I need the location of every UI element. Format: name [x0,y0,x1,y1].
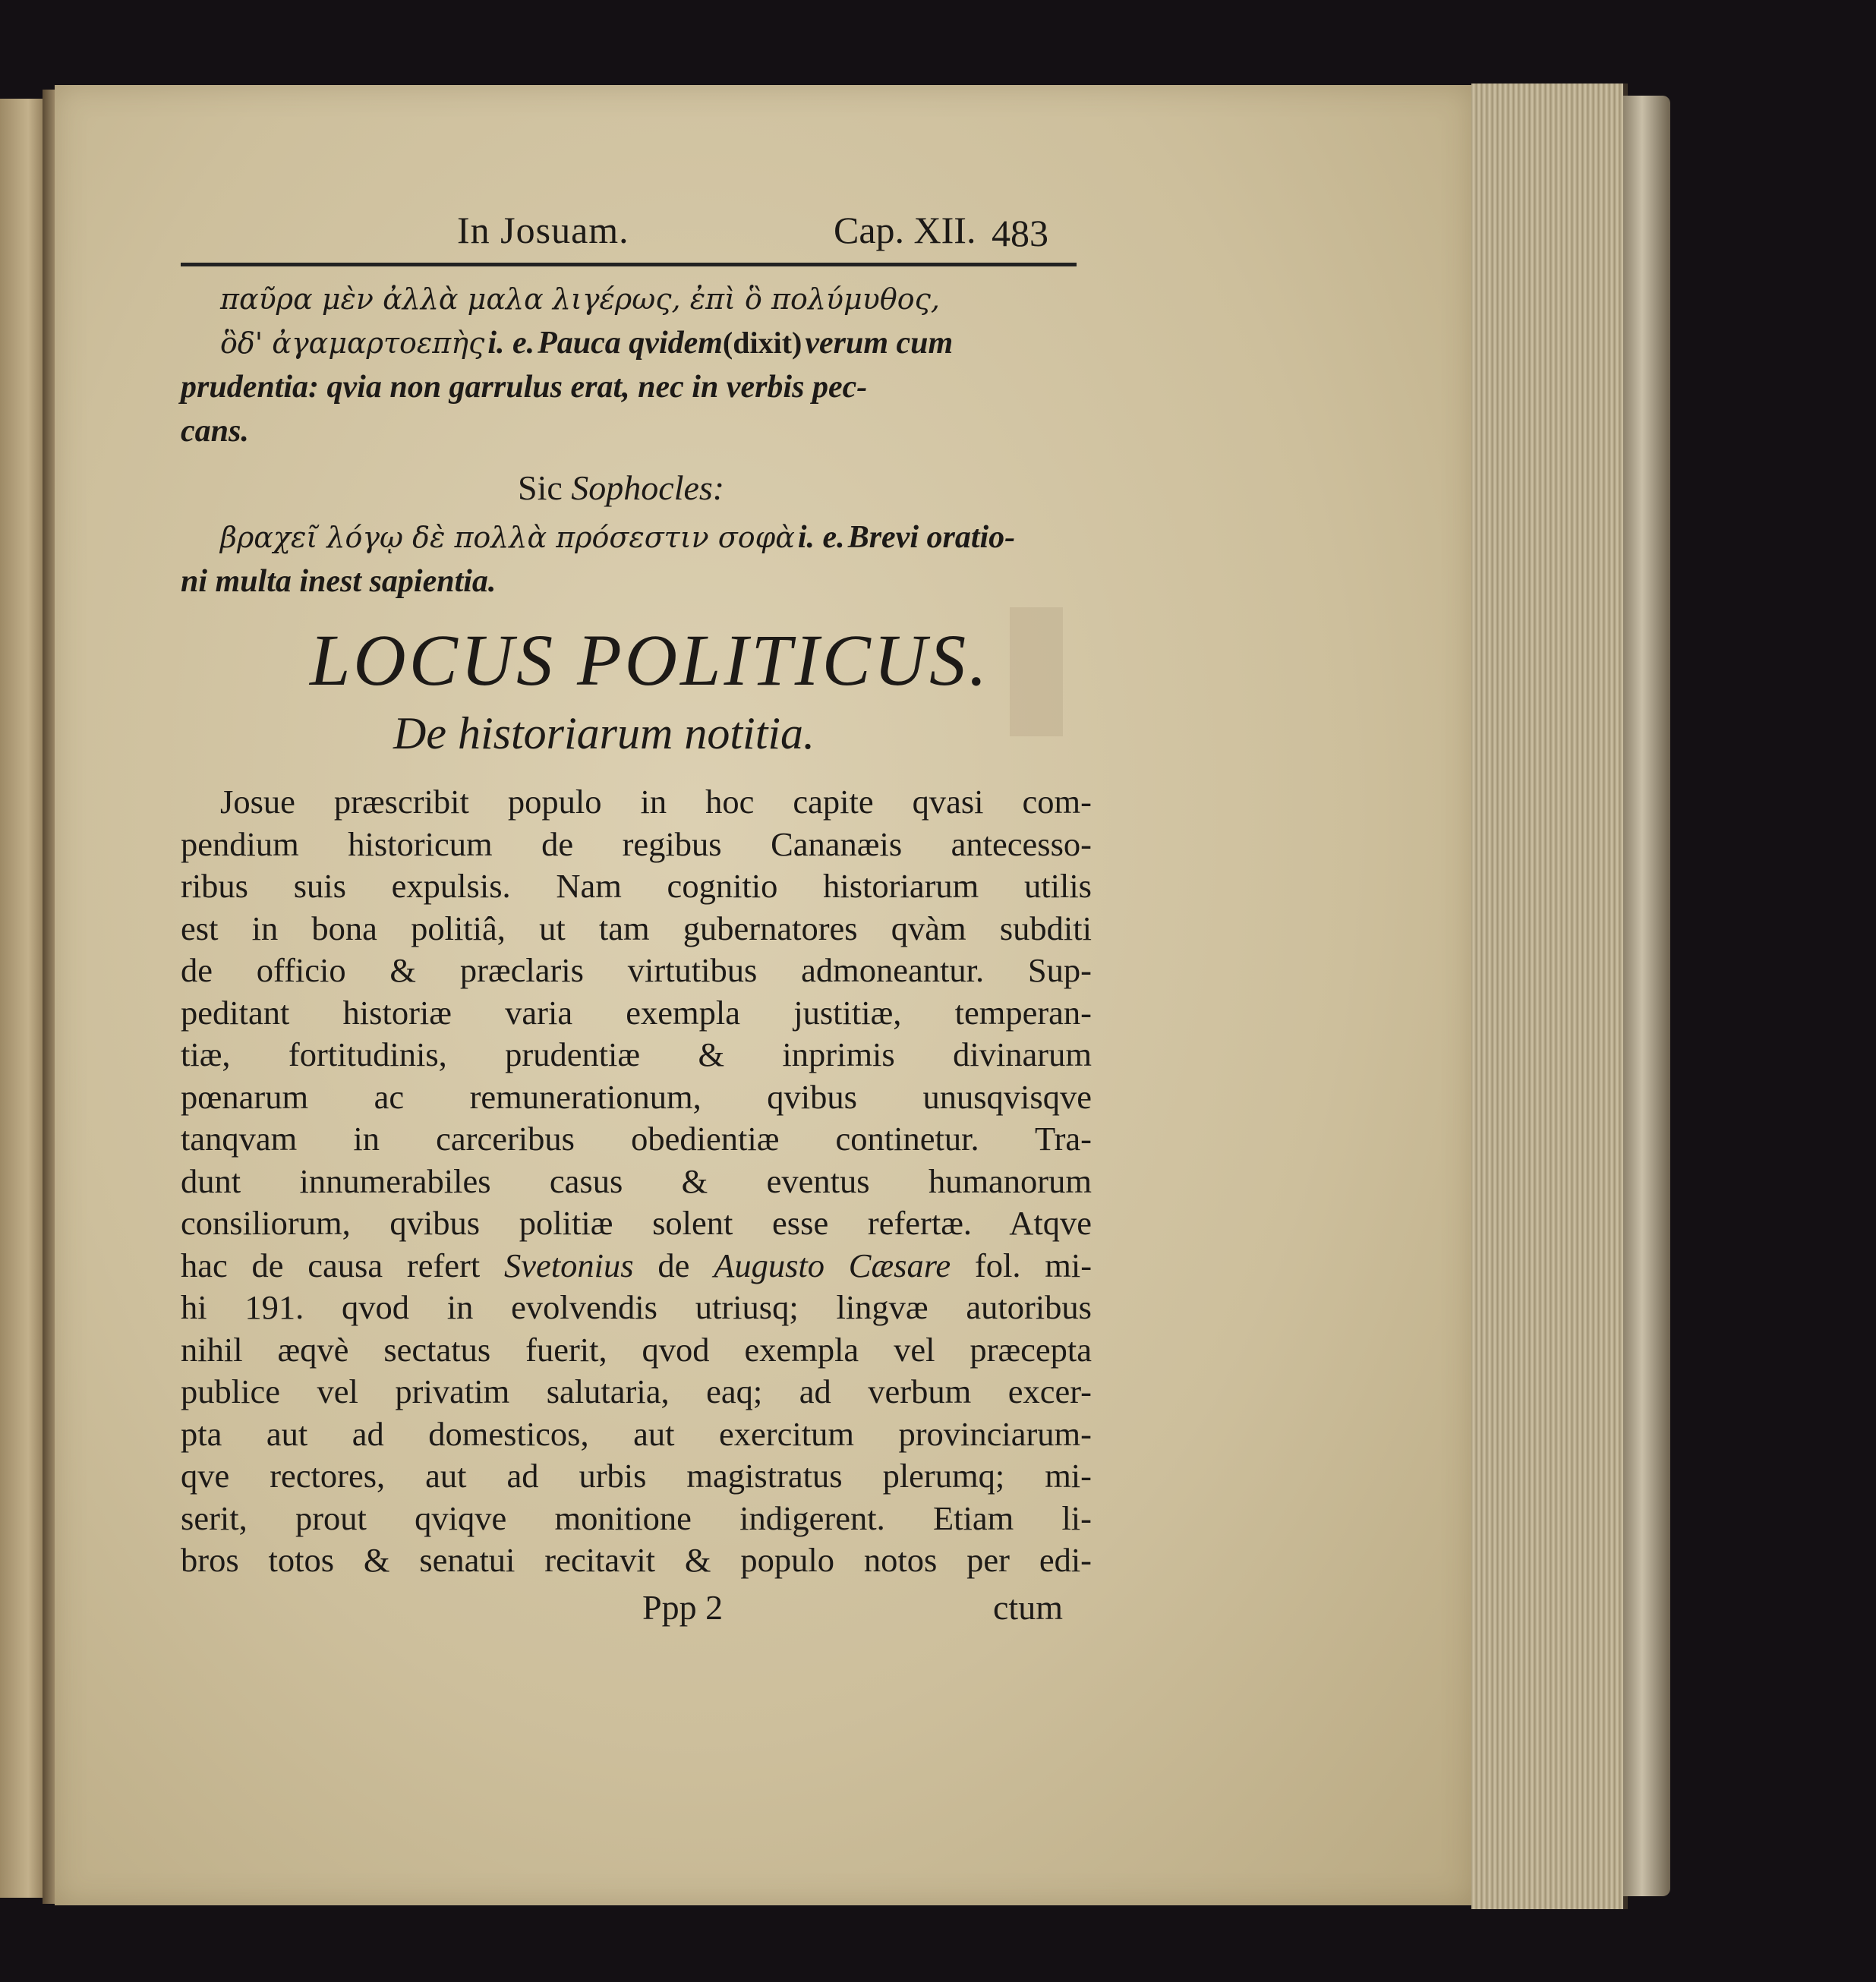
book-cover-edge [1623,96,1670,1896]
text-line: bros totos & senatui recitavit & populo notos per edi- [181,1541,1092,1579]
latin-line: ni multa inest sapientia. [181,564,497,599]
text-line: tiæ, fortitudinis, prudentiæ & inprimis divinarum [181,1035,1092,1073]
ie-abbrev: i. e. [487,326,535,361]
text-line: qve rectores, aut ad urbis magistratus plerumq; mi- [181,1457,1092,1495]
signature-mark: Ppp 2 [642,1587,724,1627]
latin-fragment: Brevi oratio- [847,520,1016,555]
greek-fragment: βραχεῖ λόγῳ δὲ πολλὰ πρόσεστιν σοφὰ [220,521,795,554]
mixed-line [181,515,1092,559]
author-name: Sophocles: [571,468,725,507]
page-block-edge [1471,84,1628,1909]
dixit-text: (dixit) [722,326,802,360]
quote-homer [181,277,1092,453]
sic-sophocles [181,461,1092,515]
ie-abbrev: i. e. [797,520,845,555]
page-footer [181,1585,1092,1631]
text-line-mixed [181,1245,1092,1287]
text-fragment: fol. mi- [974,1246,1092,1284]
text-line: pta aut ad domesticos, aut exercitum provinciarum- [181,1414,1092,1453]
text-line: hi 191. qvod in evolvendis utriusq; lingvæ autoribus [181,1288,1092,1326]
subject-name: Augusto Cæsare [714,1246,951,1284]
latin-fragment: verum cum [805,326,954,361]
catchword: ctum [993,1587,1063,1627]
section-heading: LOCUS POLITICUS. [310,619,991,701]
greek-fragment: ὃδ' ἀγαμαρτοεπὴς [220,326,485,360]
body-paragraph [181,781,1092,1582]
text-line: est in bona politiâ, ut tam gubernatores qvàm subditi [181,909,1092,947]
latin-line: prudentia: qvia non garrulus erat, nec in verbis pec- [181,370,868,405]
page-content [181,205,1092,1631]
text-line: pœnarum ac remunerationum, qvibus unusqvisqve [181,1077,1092,1116]
text-line: ribus suis expulsis. Nam cognitio historiarum utilis [181,867,1092,905]
chapter-label: Cap. XII. [834,209,976,251]
header-rule [181,263,1077,266]
text-line: pendium historicum de regibus Cananæis antecesso- [181,824,1092,863]
text-line: de officio & præclaris virtutibus admoneantur. Sup- [181,951,1092,989]
latin-fragment: Pauca qvidem [538,326,723,361]
text-fragment: de [657,1246,690,1284]
latin-line: cans. [181,414,249,449]
text-line: consiliorum, qvibus politiæ solent esse refertæ. Atqve [181,1204,1092,1242]
facing-page-edge [0,99,47,1898]
text-line: serit, prout qviqve monitione indigerent. Etiam li- [181,1498,1092,1537]
section-subheading: De historiarum notitia. [393,708,815,758]
running-head [181,205,1092,255]
text-line: nihil æqvè sectatus fuerit, qvod exempla vel præcepta [181,1330,1092,1369]
text-line: dunt innumerabiles casus & eventus humanorum [181,1161,1092,1200]
quote-sophocles [181,515,1092,603]
text-fragment: hac de causa refert [181,1246,481,1284]
text-line: publice vel privatim salutaria, eaq; ad verbum excer- [181,1372,1092,1410]
text-line: Josue præscribit populo in hoc capite qvasi com- [220,783,1092,821]
page-number: 483 [992,212,1048,254]
greek-line: παῦρα μὲν ἀλλὰ μαλα λιγέρως, ἐπὶ ὃ πολύμυθος, [220,282,940,316]
mixed-line [181,321,1092,365]
running-title: In Josuam. [457,209,629,251]
author-name: Svetonius [504,1246,634,1284]
text-line: tanqvam in carceribus obedientiæ continetur. Tra- [181,1120,1092,1158]
text-line: peditant historiæ varia exempla justitiæ, temperan- [181,993,1092,1032]
sic-prefix: Sic [518,468,563,507]
